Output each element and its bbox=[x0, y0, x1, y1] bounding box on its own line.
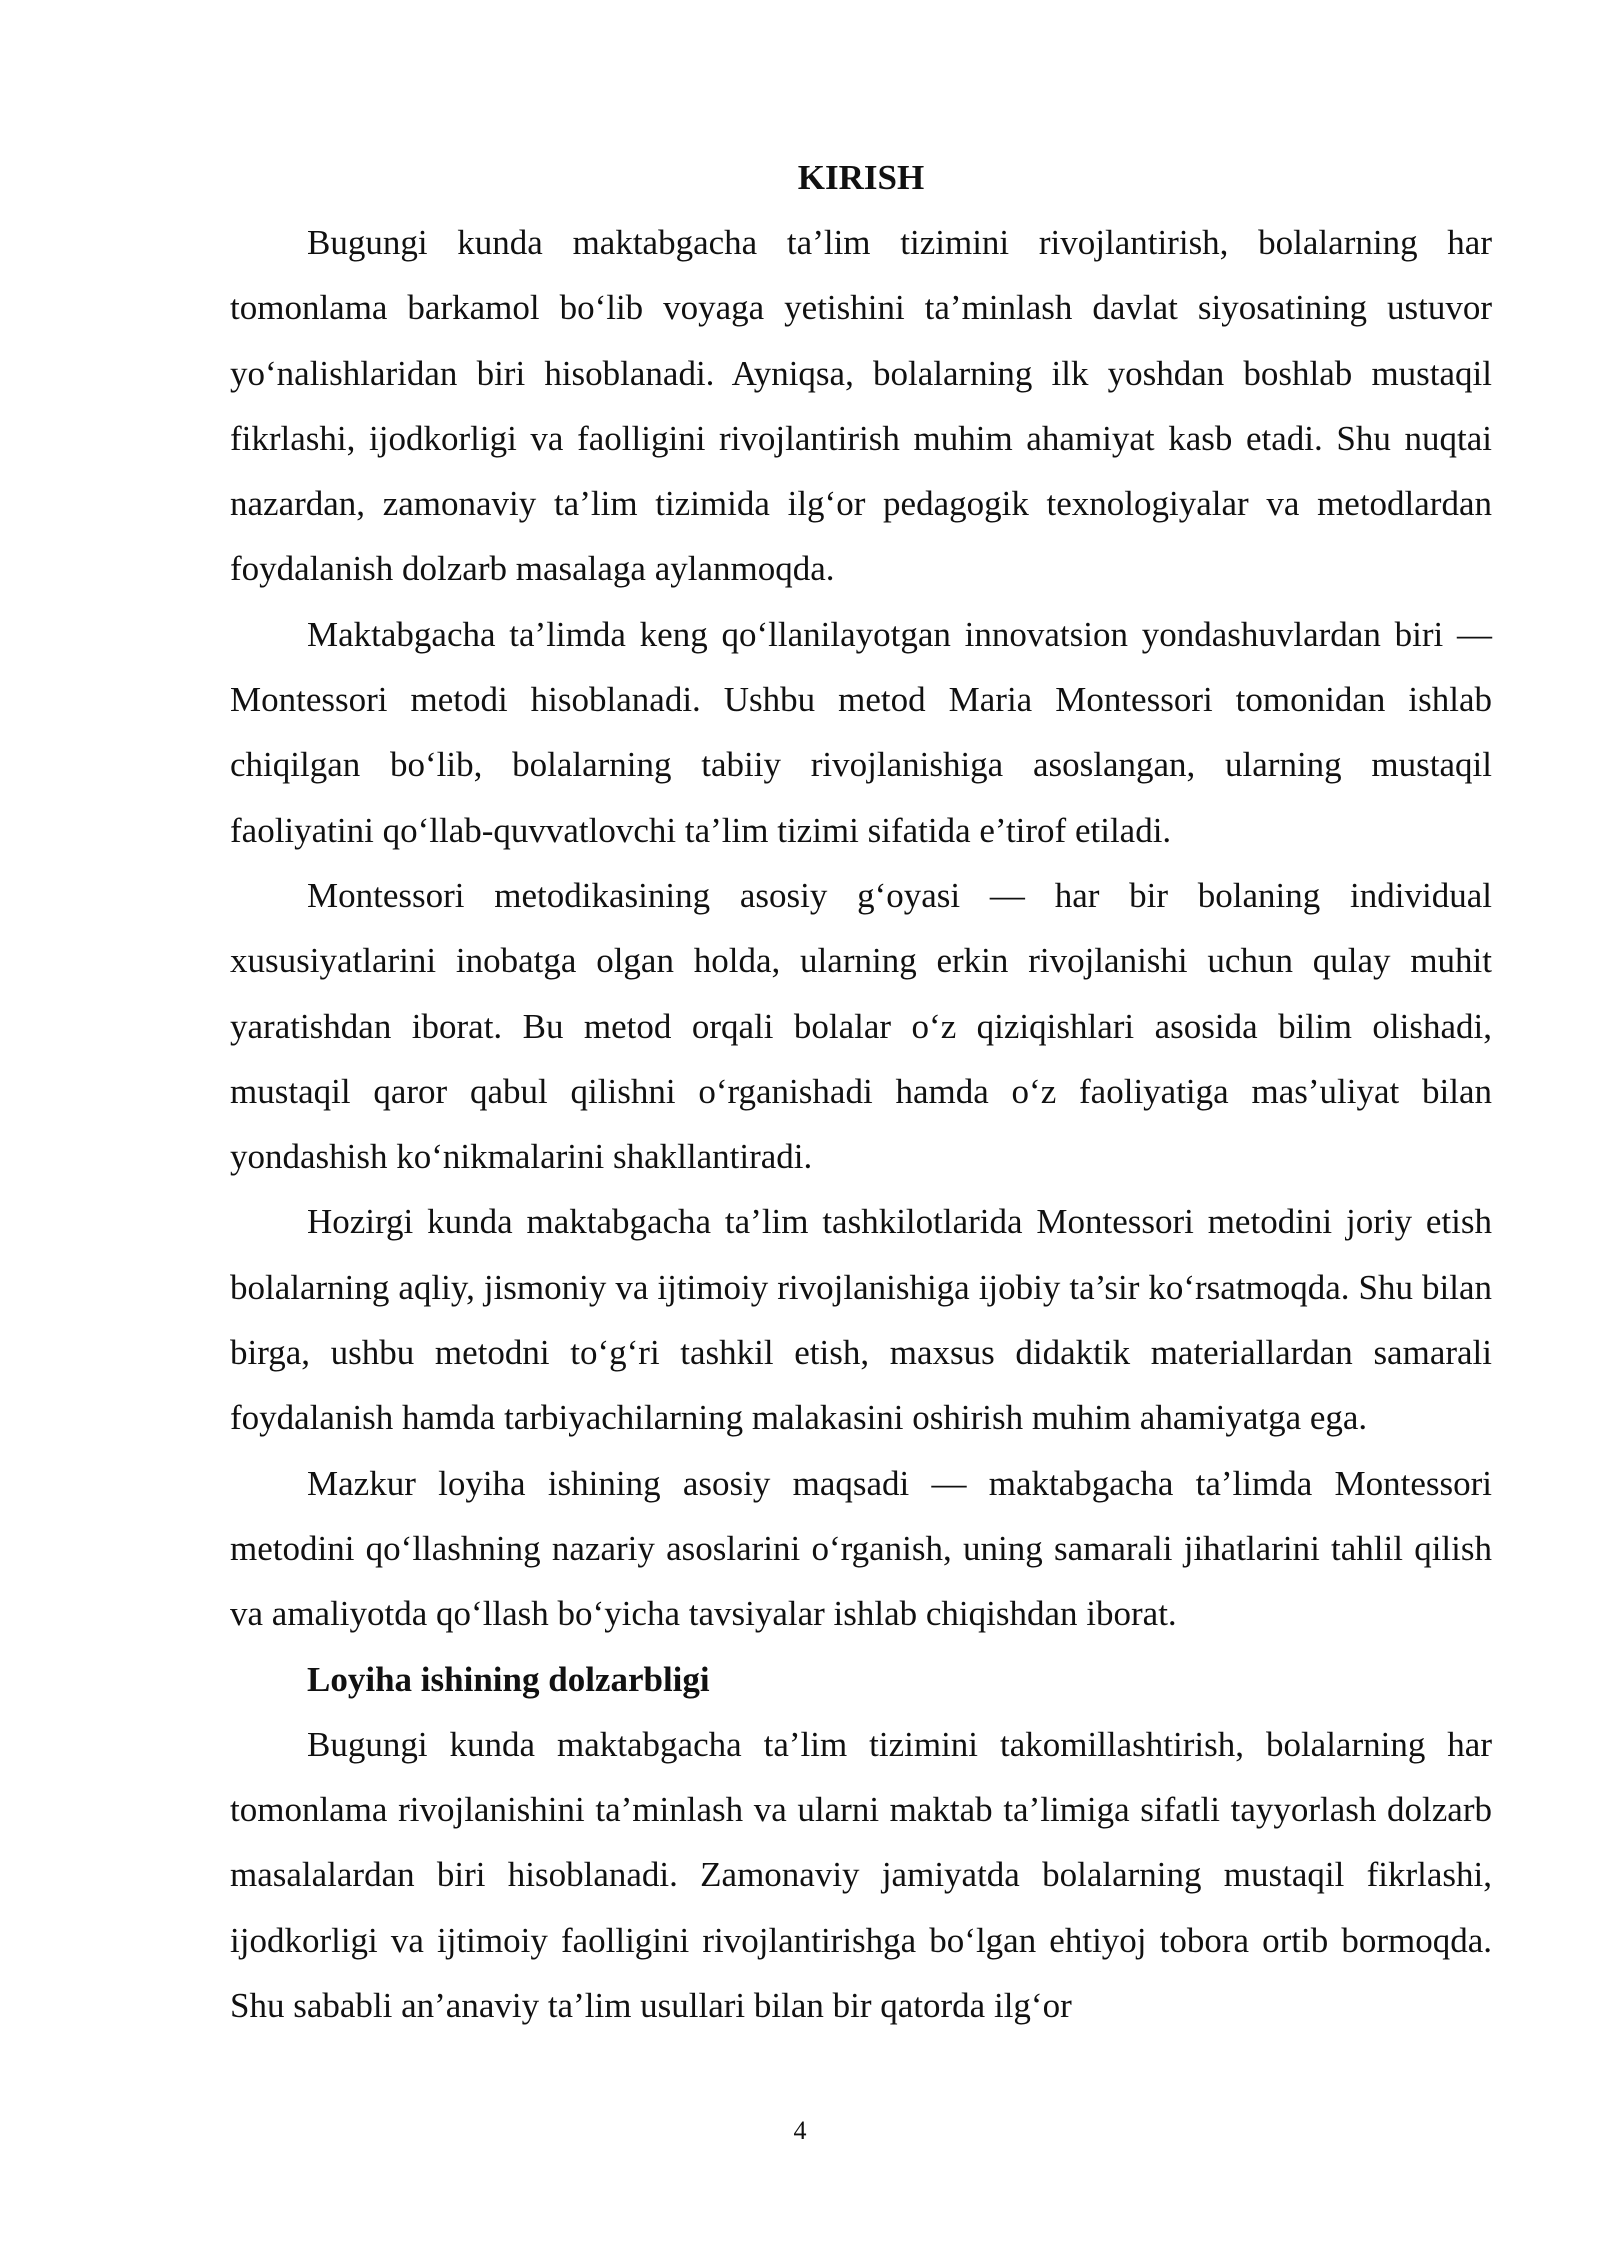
paragraph-montessori-method: Maktabgacha ta’limda keng qo‘llanilayotgan innovatsion yondashuvlardan biri — Montessori metodi hisoblanadi. Ushbu metod Maria Montessori tomonidan ishlab chiqilgan bo‘lib, bolalarning tabiiy rivojlanishiga asoslangan, ularning mustaqil faoliyatini qo‘llab-quvvatlovchi ta’lim tizimi sifatida e’tirof etiladi. bbox=[230, 614, 1492, 850]
paragraph-relevance: Bugungi kunda maktabgacha ta’lim tizimini takomillashtirish, bolalarning har tomonlama rivojlanishini ta’minlash va ularni maktab ta’limiga sifatli tayyorlash dolzarb masalalardan biri hisoblanadi. Zamonaviy jamiyatda bolalarning mustaqil fikrlashi, ijodkorligi va ijtimoiy faolligini rivojlantirishga bo‘lgan ehtiyoj tobora ortib bormoqda. Shu sababli an’anaviy ta’lim usullari bilan bir qatorda ilg‘or bbox=[230, 1724, 1492, 2026]
page-title: KIRISH bbox=[797, 158, 925, 197]
paragraph-main-idea: Montessori metodikasining asosiy g‘oyasi — har bir bolaning individual xususiyatlarini inobatga olgan holda, ularning erkin rivojlanishi uchun qulay muhit yaratishdan iborat. Bu metod orqali bolalar o‘z qiziqishlari asosida bilim olishadi, mustaqil qaror qabul qilishni o‘rganishadi hamda o‘z faoliyatiga mas’uliyat bilan yondashish ko‘nikmalarini shakllantiradi. bbox=[230, 875, 1492, 1177]
page-number: 4 bbox=[793, 2116, 807, 2145]
paragraph-current-practice: Hozirgi kunda maktabgacha ta’lim tashkilotlarida Montessori metodini joriy etish bolalarning aqliy, jismoniy va ijtimoiy rivojlanishiga ijobiy ta’sir ko‘rsatmoqda. Shu bilan birga, ushbu metodni to‘g‘ri tashkil etish, maxsus didaktik materiallardan samarali foydalanish hamda tarbiyachilarning malakasini oshirish muhim ahamiyatga ega. bbox=[230, 1202, 1492, 1438]
page-content bbox=[230, 145, 1492, 2038]
paragraph-intro: Bugungi kunda maktabgacha ta’lim tizimini rivojlantirish, bolalarning har tomonlama barkamol bo‘lib voyaga yetishini ta’minlash davlat siyosatining ustuvor yo‘nalishlaridan biri hisoblanadi. Ayniqsa, bolalarning ilk yoshdan boshlab mustaqil fikrlashi, ijodkorligi va faolligini rivojlantirish muhim ahamiyat kasb etadi. Shu nuqtai nazardan, zamonaviy ta’lim tizimida ilg‘or pedagogik texnologiyalar va metodlardan foydalanish dolzarb masalaga aylanmoqda. bbox=[230, 223, 1492, 589]
paragraph-project-goal: Mazkur loyiha ishining asosiy maqsadi — maktabgacha ta’limda Montessori metodini qo‘llashning nazariy asoslarini o‘rganish, uning samarali jihatlarini tahlil qilish va amaliyotda qo‘llash bo‘yicha tavsiyalar ishlab chiqishdan iborat. bbox=[230, 1463, 1492, 1634]
section-heading-relevance: Loyiha ishining dolzarbligi bbox=[307, 1659, 710, 1699]
